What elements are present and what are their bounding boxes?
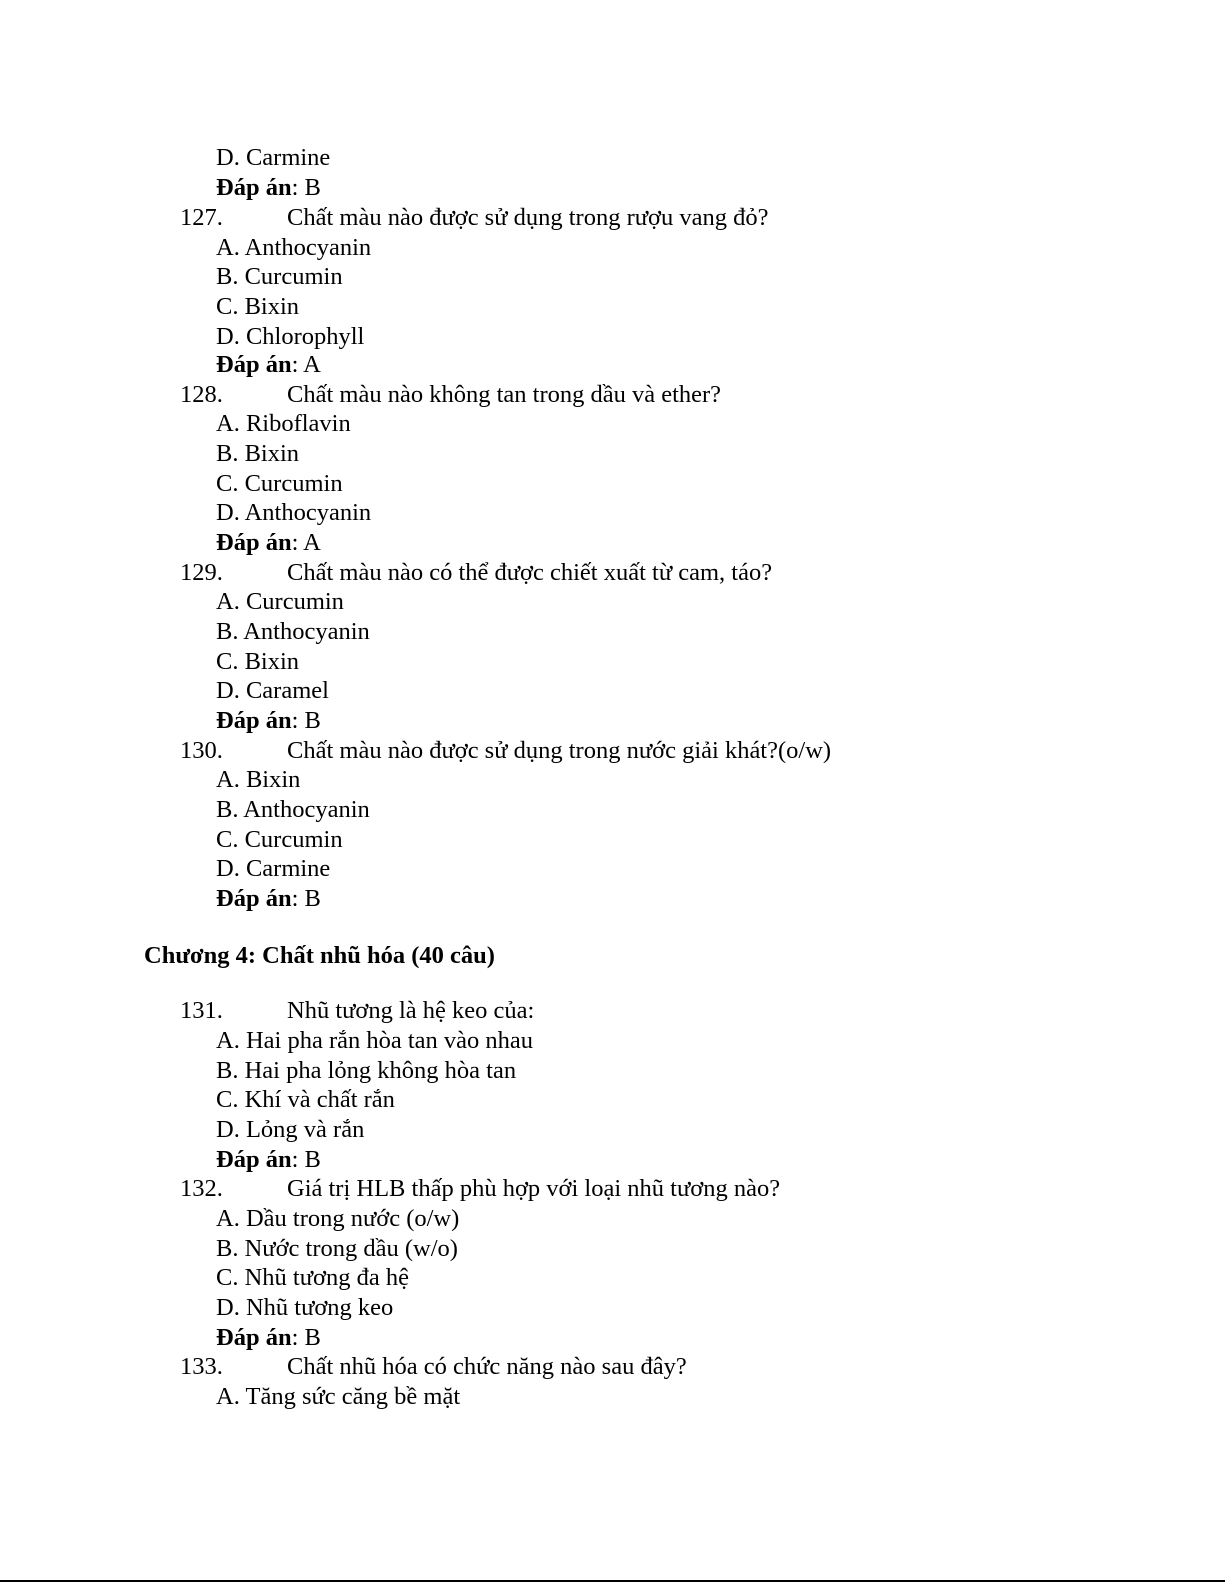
option-a: A. Curcumin bbox=[216, 588, 344, 615]
option-c: C. Bixin bbox=[216, 648, 300, 675]
answer-value: B bbox=[304, 707, 321, 734]
answer-value: A bbox=[303, 529, 321, 556]
answer-label: Đáp án bbox=[216, 174, 292, 201]
answer-label: Đáp án bbox=[216, 529, 292, 556]
option-a: A. Bixin bbox=[216, 766, 301, 793]
question-text: Chất nhũ hóa có chức năng nào sau đây? bbox=[287, 1353, 687, 1380]
question-text: Chất màu nào có thể được chiết xuất từ cam, táo? bbox=[287, 559, 773, 586]
option-d: D. Carmine bbox=[216, 855, 331, 882]
question-number: 130. bbox=[180, 737, 223, 764]
answer-label: Đáp án bbox=[216, 1146, 292, 1173]
option-a: A. Dầu trong nước (o/w) bbox=[216, 1205, 460, 1232]
question-text: Chất màu nào được sử dụng trong nước giải khát?(o/w) bbox=[287, 737, 832, 764]
option-c: C. Curcumin bbox=[216, 826, 343, 853]
option-b: B. Anthocyanin bbox=[216, 618, 370, 645]
option-d: D. Anthocyanin bbox=[216, 499, 372, 526]
question-text: Nhũ tương là hệ keo của: bbox=[287, 997, 535, 1024]
answer-line: Đáp án: B bbox=[216, 1146, 321, 1173]
chapter-heading: Chương 4: Chất nhũ hóa (40 câu) bbox=[144, 942, 495, 969]
option-a: A. Anthocyanin bbox=[216, 234, 372, 261]
option-b: B. Hai pha lỏng không hòa tan bbox=[216, 1057, 517, 1084]
answer-line: Đáp án: B bbox=[216, 707, 321, 734]
option-a: A. Hai pha rắn hòa tan vào nhau bbox=[216, 1027, 534, 1054]
option-c: C. Bixin bbox=[216, 293, 300, 320]
question-number: 132. bbox=[180, 1175, 223, 1202]
answer-label: Đáp án bbox=[216, 1324, 292, 1351]
option-c: C. Nhũ tương đa hệ bbox=[216, 1264, 409, 1291]
option-d: D. Caramel bbox=[216, 677, 329, 704]
answer-value: A bbox=[303, 351, 321, 378]
question-text: Chất màu nào được sử dụng trong rượu vang đỏ? bbox=[287, 204, 769, 231]
answer-value: B bbox=[304, 885, 321, 912]
answer-line: Đáp án: B bbox=[216, 174, 321, 201]
answer-label: Đáp án bbox=[216, 707, 292, 734]
answer-label: Đáp án bbox=[216, 885, 292, 912]
option-c: C. Curcumin bbox=[216, 470, 343, 497]
question-number: 131. bbox=[180, 997, 223, 1024]
question-number: 133. bbox=[180, 1353, 223, 1380]
page-bottom-border bbox=[0, 1580, 1225, 1582]
option-d: D. Chlorophyll bbox=[216, 323, 365, 350]
answer-value: B bbox=[304, 174, 321, 201]
answer-line: Đáp án: A bbox=[216, 529, 321, 556]
answer-line: Đáp án: B bbox=[216, 885, 321, 912]
option-d: D. Carmine bbox=[216, 144, 331, 171]
option-d: D. Nhũ tương keo bbox=[216, 1294, 394, 1321]
option-b: B. Bixin bbox=[216, 440, 300, 467]
answer-value: B bbox=[304, 1324, 321, 1351]
option-a: A. Tăng sức căng bề mặt bbox=[216, 1383, 461, 1410]
option-b: B. Nước trong dầu (w/o) bbox=[216, 1235, 458, 1262]
answer-value: B bbox=[304, 1146, 321, 1173]
option-b: B. Curcumin bbox=[216, 263, 343, 290]
answer-label: Đáp án bbox=[216, 351, 292, 378]
question-text: Chất màu nào không tan trong dầu và ether? bbox=[287, 381, 722, 408]
option-d: D. Lỏng và rắn bbox=[216, 1116, 365, 1143]
option-c: C. Khí và chất rắn bbox=[216, 1086, 395, 1113]
answer-line: Đáp án: B bbox=[216, 1324, 321, 1351]
option-b: B. Anthocyanin bbox=[216, 796, 370, 823]
question-number: 128. bbox=[180, 381, 223, 408]
question-number: 129. bbox=[180, 559, 223, 586]
question-number: 127. bbox=[180, 204, 223, 231]
option-a: A. Riboflavin bbox=[216, 410, 351, 437]
question-text: Giá trị HLB thấp phù hợp với loại nhũ tương nào? bbox=[287, 1175, 781, 1202]
answer-line: Đáp án: A bbox=[216, 351, 321, 378]
